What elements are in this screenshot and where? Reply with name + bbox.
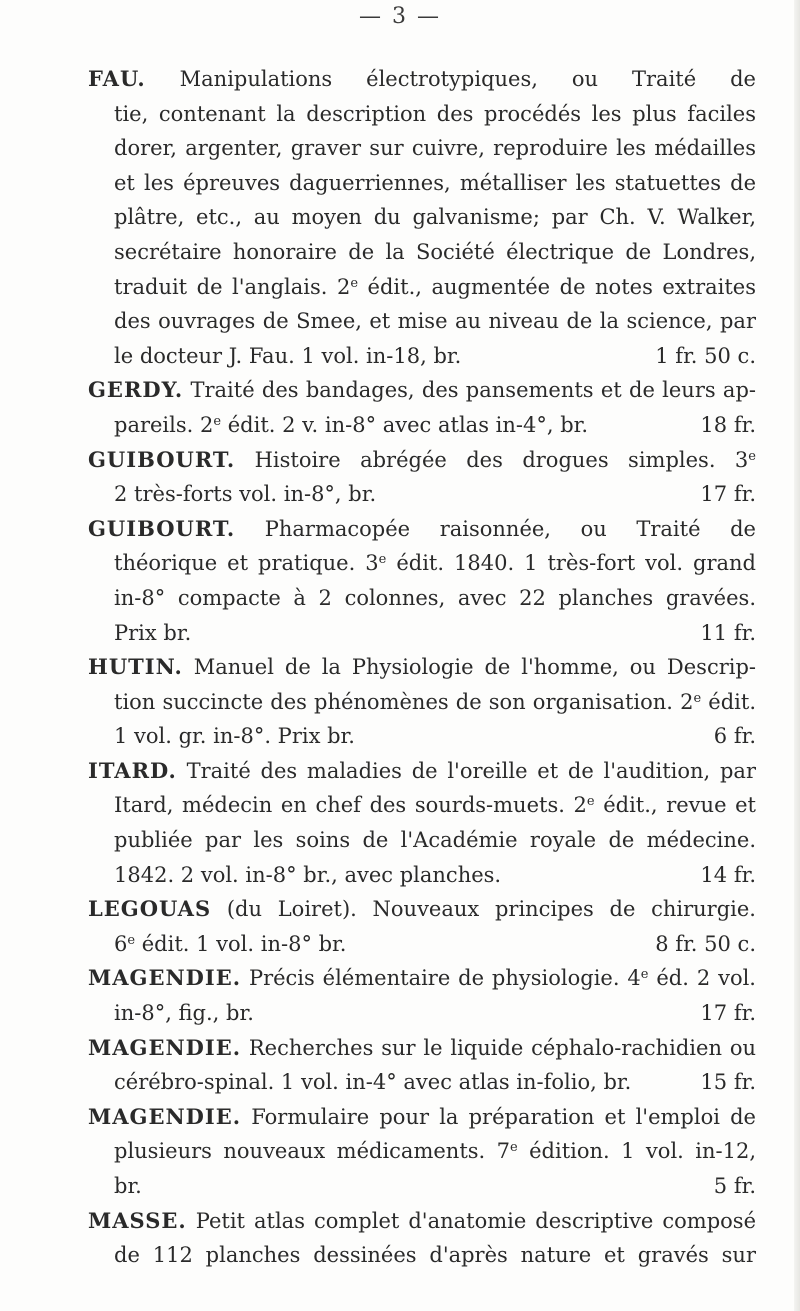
entry-price-line bbox=[88, 719, 756, 754]
entry-line bbox=[88, 200, 756, 235]
entry-text: Pharmacopée raisonnée, ou Traité de bbox=[264, 516, 756, 541]
entry-price: 17 fr. bbox=[700, 482, 756, 507]
entry-price: 17 fr. bbox=[700, 1001, 756, 1026]
catalog-entries bbox=[88, 62, 756, 1273]
entry-first-line bbox=[88, 961, 756, 996]
catalog-entry bbox=[88, 512, 756, 650]
entry-price: 6 fr. bbox=[713, 724, 756, 749]
page-spine-shadow bbox=[794, 0, 800, 1311]
entry-price: 15 fr. bbox=[700, 1070, 756, 1095]
entry-price-line bbox=[88, 408, 756, 443]
entry-text: et les épreuves daguerriennes, métalliser les statuettes de bbox=[114, 170, 756, 195]
entry-line bbox=[88, 270, 756, 305]
entry-price: 5 fr. bbox=[713, 1174, 756, 1198]
entry-text: théorique et pratique. 3e édit. 1840. 1 très-fort vol. grand bbox=[114, 551, 756, 576]
catalog-entry bbox=[88, 754, 756, 892]
entry-text: plusieurs nouveaux médicaments. 7e édition. 1 vol. in-12, bbox=[114, 1139, 756, 1164]
entry-author: GUIBOURT. bbox=[88, 515, 236, 541]
entry-text: publiée par les soins de l'Académie royale de médecine. bbox=[114, 828, 756, 853]
entry-text: plâtre, etc., au moyen du galvanisme; par Ch. V. Walker, bbox=[114, 205, 756, 230]
entry-format: pareils. 2e édit. 2 v. in-8° avec atlas in-4°, br. bbox=[114, 412, 589, 437]
catalog-entry bbox=[88, 373, 756, 442]
entry-first-line bbox=[88, 892, 756, 927]
entry-text: traduit de l'anglais. 2e édit., augmentée de notes extraites bbox=[114, 274, 756, 299]
entry-author: MAGENDIE. bbox=[88, 1034, 242, 1060]
catalog-entry bbox=[88, 892, 756, 961]
entry-author: GUIBOURT. bbox=[88, 446, 236, 472]
entry-line bbox=[88, 1134, 756, 1169]
entry-first-line bbox=[88, 754, 756, 789]
entry-text: Recherches sur le liquide céphalo-rachidien ou bbox=[248, 1035, 756, 1060]
catalog-entry bbox=[88, 1100, 756, 1204]
catalog-entry bbox=[88, 961, 756, 1030]
entry-first-line bbox=[88, 512, 756, 547]
entry-line bbox=[88, 166, 756, 201]
entry-text: Histoire abrégée des drogues simples. 3e bbox=[254, 447, 756, 472]
entry-price: 11 fr. bbox=[700, 620, 756, 645]
entry-price: 18 fr. bbox=[700, 412, 756, 437]
entry-author: MAGENDIE. bbox=[88, 965, 242, 991]
entry-author: FAU. bbox=[88, 66, 146, 91]
catalog-entry bbox=[88, 62, 756, 373]
entry-first-line bbox=[88, 1100, 756, 1135]
entry-text: Formulaire pour la préparation et l'emploi de bbox=[251, 1104, 756, 1129]
entry-price: 1 fr. 50 c. bbox=[655, 343, 756, 368]
catalog-entry bbox=[88, 443, 756, 512]
entry-text: Manuel de la Physiologie de l'homme, ou Descrip- bbox=[193, 655, 756, 680]
entry-line bbox=[88, 685, 756, 720]
entry-format: 2 très-forts vol. in-8°, br. bbox=[114, 482, 377, 507]
entry-text: de 112 planches dessinées d'après nature et gravés sur bbox=[114, 1243, 756, 1268]
entry-text: (du Loiret). Nouveaux principes de chirurgie. bbox=[226, 897, 756, 922]
entry-price-line bbox=[88, 1169, 756, 1204]
entry-author: LEGOUAS bbox=[88, 896, 212, 922]
entry-line bbox=[88, 97, 756, 132]
entry-line bbox=[88, 823, 756, 858]
entry-text: tie, contenant la description des procédés les plus faciles bbox=[114, 101, 756, 126]
catalog-entry bbox=[88, 1204, 756, 1273]
entry-price: 8 fr. 50 c. bbox=[655, 931, 756, 956]
catalog-entry bbox=[88, 650, 756, 754]
page-number: — 3 — bbox=[359, 4, 441, 29]
entry-line bbox=[88, 581, 756, 616]
entry-format: 1842. 2 vol. in-8° br., avec planches. bbox=[114, 862, 502, 887]
catalog-entry bbox=[88, 1031, 756, 1100]
entry-text: tion succincte des phénomènes de son organisation. 2e édit. bbox=[114, 689, 756, 714]
entry-format: 6e édit. 1 vol. in-8° br. bbox=[114, 931, 347, 956]
entry-author: HUTIN. bbox=[88, 654, 183, 680]
entry-line bbox=[88, 304, 756, 339]
entry-price-line bbox=[88, 996, 756, 1031]
entry-line bbox=[88, 131, 756, 166]
entry-price-line bbox=[88, 477, 756, 512]
entry-format: le docteur J. Fau. 1 vol. in-18, br. bbox=[114, 343, 462, 368]
entry-first-line bbox=[88, 62, 756, 97]
entry-format: 1 vol. gr. in-8°. Prix br. bbox=[114, 724, 355, 749]
entry-text: Manipulations électrotypiques, ou Traité de bbox=[179, 67, 756, 91]
entry-text: Itard, médecin en chef des sourds-muets. 2e édit., revue et bbox=[114, 793, 756, 818]
entry-author: MAGENDIE. bbox=[88, 1103, 242, 1129]
entry-line bbox=[88, 788, 756, 823]
entry-format: br. bbox=[114, 1174, 142, 1198]
entry-text: dorer, argenter, graver sur cuivre, reproduire les médailles bbox=[114, 136, 756, 161]
entry-first-line bbox=[88, 373, 756, 408]
entry-line bbox=[88, 1238, 756, 1273]
entry-format: Prix br. bbox=[114, 620, 192, 645]
entry-text: in-8° compacte à 2 colonnes, avec 22 planches gravées. bbox=[114, 585, 756, 610]
entry-author: MASSE. bbox=[88, 1207, 187, 1233]
entry-format: in-8°, fig., br. bbox=[114, 1001, 254, 1026]
entry-first-line bbox=[88, 1204, 756, 1239]
entry-price-line bbox=[88, 927, 756, 962]
entry-price-line bbox=[88, 1065, 756, 1100]
entry-line bbox=[88, 235, 756, 270]
entry-format: cérébro-spinal. 1 vol. in-4° avec atlas in-folio, br. bbox=[114, 1070, 632, 1095]
entry-first-line bbox=[88, 650, 756, 685]
entry-price-line bbox=[88, 858, 756, 893]
entry-author: GERDY. bbox=[88, 377, 184, 403]
entry-first-line bbox=[88, 443, 756, 478]
entry-price-line bbox=[88, 616, 756, 651]
entry-text: des ouvrages de Smee, et mise au niveau de la science, par bbox=[114, 309, 756, 334]
entry-price: 14 fr. bbox=[700, 862, 756, 887]
entry-text: secrétaire honoraire de la Société électrique de Londres, bbox=[114, 239, 756, 264]
entry-text: Traité des maladies de l'oreille et de l'audition, par bbox=[186, 758, 756, 783]
entry-first-line bbox=[88, 1031, 756, 1066]
entry-text: Précis élémentaire de physiologie. 4e éd. 2 vol. bbox=[248, 966, 756, 991]
entry-price-line bbox=[88, 339, 756, 374]
entry-text: Petit atlas complet d'anatomie descriptive composé bbox=[195, 1208, 756, 1233]
entry-text: Traité des bandages, des pansements et de leurs ap- bbox=[190, 378, 756, 403]
entry-line bbox=[88, 546, 756, 581]
entry-author: ITARD. bbox=[88, 757, 177, 783]
